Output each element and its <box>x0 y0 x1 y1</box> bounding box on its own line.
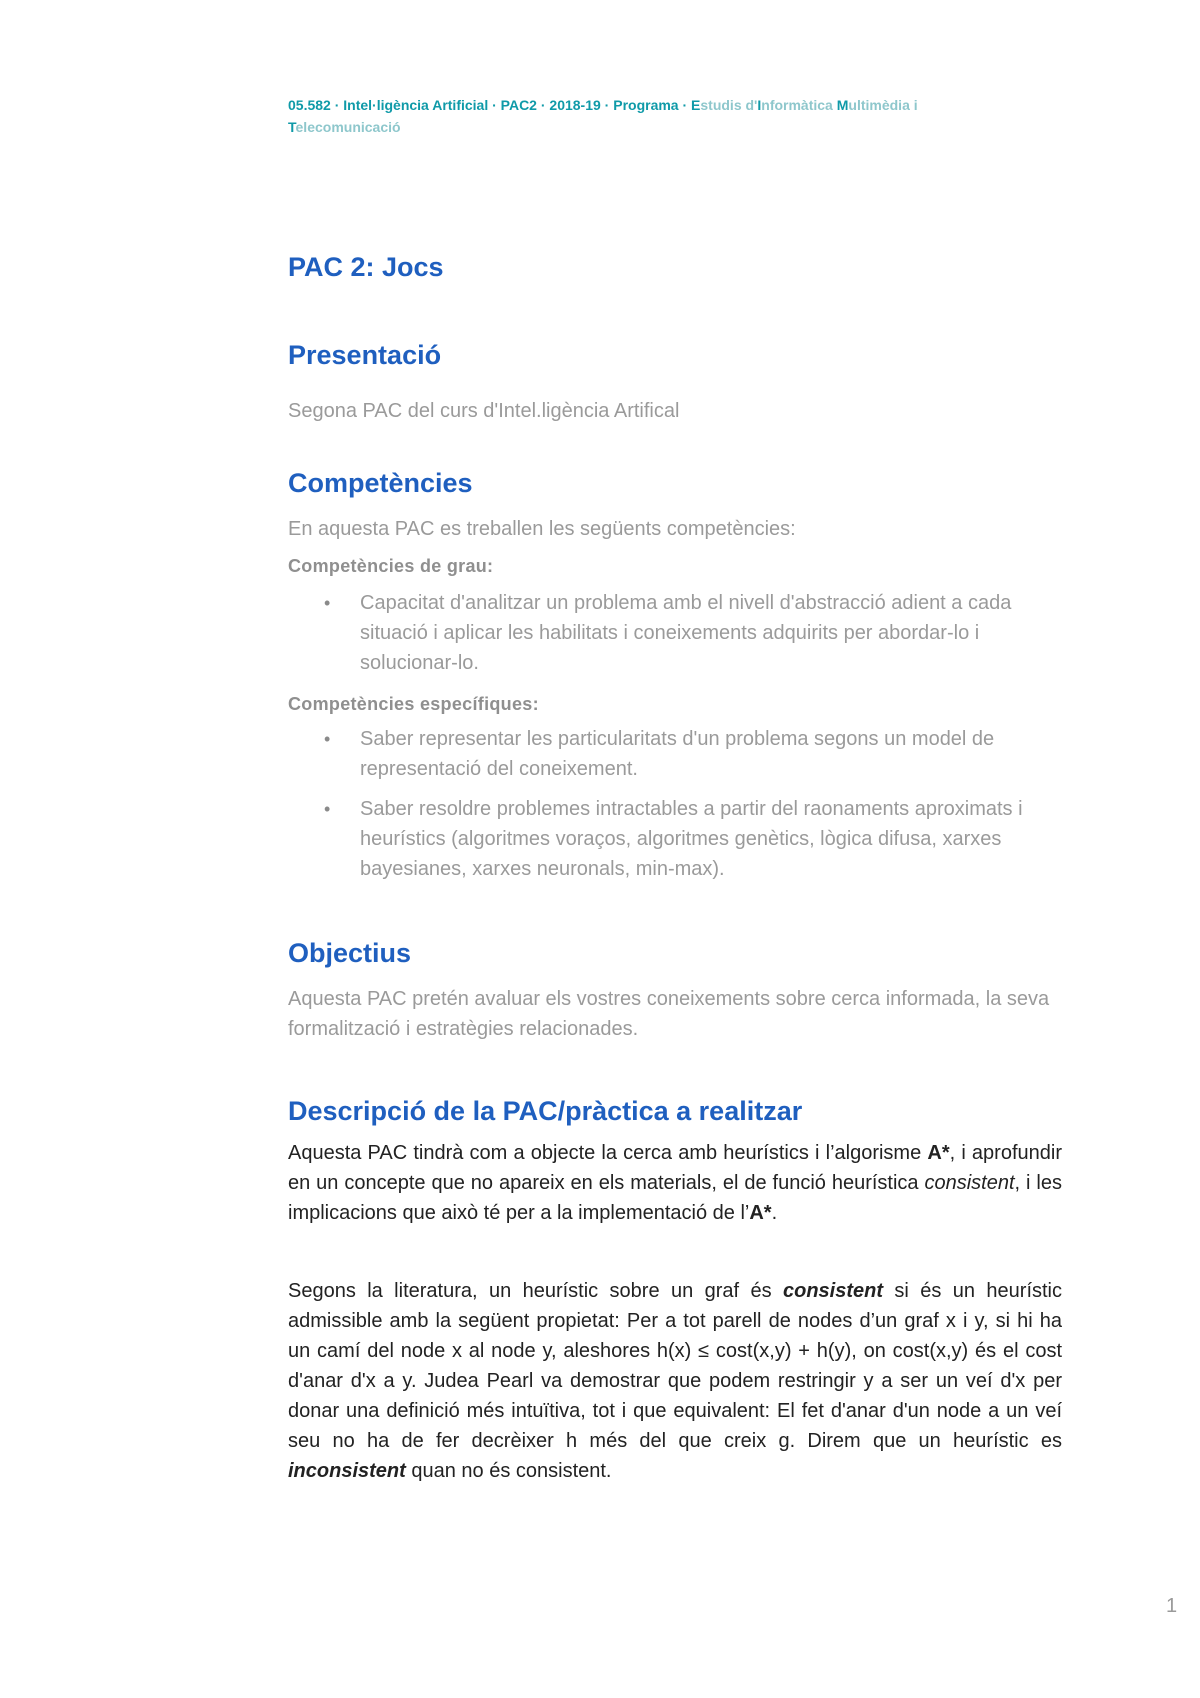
objectius-heading: Objectius <box>288 938 412 968</box>
header-letter-m: M <box>836 97 849 113</box>
p1-astar-2: A* <box>749 1202 772 1224</box>
presentacio-text: Segona PAC del curs d'Intel.ligència Artifical <box>288 400 680 422</box>
p1-text-b: , i aprofundir en un concepte que no apareix en els materials, el de funció heurística <box>288 1142 1062 1194</box>
p1-text-d: . <box>771 1202 778 1224</box>
page-number: 1 <box>1166 1595 1178 1617</box>
p2-text-b: si és un heurístic admissible amb la següent propietat: Per a tot parell de nodes d’un graf x i y, si hi ha un camí del node x al node y, aleshores h(x) ≤ cost(x,y) + h(y), on cost(x,y) és el cost d'anar d'x a y. Judea Pearl va demostrar que podem restringir y a ser un veí d'x per donar una definició més intuïtiva, tot i que equivalent: El fet d'anar d'un node a un veí seu no ha de fer decrèixer h més del que creix g. Direm que un heurístic es <box>288 1280 1062 1452</box>
header-studis: studis d' <box>700 97 758 113</box>
competencies-especifiques-list <box>324 724 1044 884</box>
descripcio-heading: Descripció de la PAC/pràctica a realitzar <box>288 1096 803 1126</box>
p2-consistent: consistent <box>783 1280 884 1302</box>
presentacio-heading: Presentació <box>288 340 442 370</box>
header-letter-t: T <box>288 119 296 135</box>
competencies-heading: Competències <box>288 468 473 498</box>
competencies-intro: En aquesta PAC es treballen les següents competències: <box>288 518 796 540</box>
p1-text-c: , i les implicacions que això té per a la implementació de l’ <box>288 1172 1062 1224</box>
competencies-grau-list <box>324 588 1044 678</box>
p1-astar: A* <box>927 1142 950 1164</box>
bullet-icon: • <box>324 593 331 613</box>
competencies-grau-label: Competències de grau: <box>288 556 494 576</box>
header-letter-i: I <box>757 97 762 113</box>
header-elecomunicacio: elecomunicació <box>295 119 401 135</box>
header-course: 05.582 · Intel·ligència Artificial · PAC2 · 2018-19 · Programa · <box>288 97 692 113</box>
descripcio-paragraph-1 <box>288 1138 1062 1228</box>
list-item <box>324 724 1044 784</box>
bullet-icon: • <box>324 729 331 749</box>
header-ultimedia: ultimèdia i <box>848 97 918 113</box>
list-item-text: Saber representar les particularitats d'un problema segons un model de representació del coneixement. <box>360 728 995 780</box>
competencies-especifiques-label: Competències específiques: <box>288 694 539 714</box>
list-item-text: Saber resoldre problemes intractables a partir del raonaments aproximats i heurístics (algoritmes voraços, algoritmes genètics, lògica difusa, xarxes bayesianes, xarxes neuronals, min-max). <box>360 798 1023 880</box>
page-header <box>288 94 1048 138</box>
objectius-text: Aquesta PAC pretén avaluar els vostres coneixements sobre cerca informada, la seva formalització i estratègies relacionades. <box>288 988 1050 1040</box>
list-item-text: Capacitat d'analitzar un problema amb el nivell d'abstracció adient a cada situació i aplicar les habilitats i coneixements adquirits per abordar-lo i solucionar-lo. <box>360 592 1012 674</box>
p2-inconsistent: inconsistent <box>288 1460 406 1482</box>
p1-consistent: consistent <box>924 1172 1015 1194</box>
list-item <box>324 588 1044 678</box>
p2-text-c: quan no és consistent. <box>405 1460 612 1482</box>
descripcio-paragraph-2 <box>288 1276 1062 1486</box>
list-item <box>324 794 1044 884</box>
page-title: PAC 2: Jocs <box>288 252 444 282</box>
bullet-icon: • <box>324 799 331 819</box>
p2-text-a: Segons la literatura, un heurístic sobre un graf és <box>288 1280 783 1302</box>
p1-text-a: Aquesta PAC tindrà com a objecte la cerca amb heurístics i l’algorisme <box>288 1142 928 1164</box>
header-nformatica: nformàtica <box>761 97 837 113</box>
header-letter-e: E <box>691 97 701 113</box>
